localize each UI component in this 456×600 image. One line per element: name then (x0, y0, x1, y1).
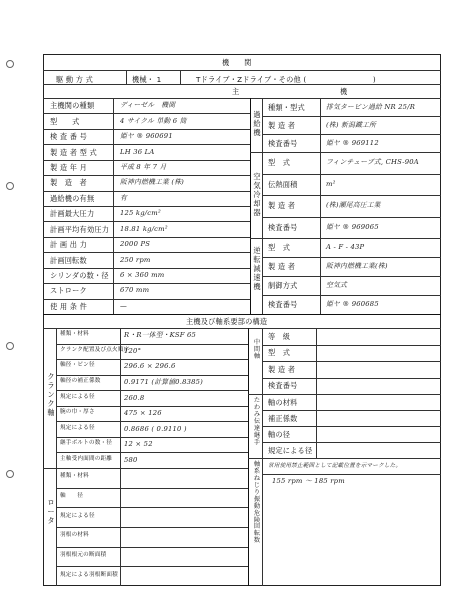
main-row-divider (43, 160, 250, 161)
main-row-divider (43, 191, 250, 192)
main-row-label: 計画最大圧力 (50, 209, 95, 219)
main-row-label: 主機関の種類 (50, 101, 95, 111)
main-row-value: 2000 PS (120, 240, 151, 249)
section-title: 機 関 (222, 58, 252, 67)
intermediate-row-label: 製 造 者 (268, 364, 296, 374)
cooler-row-divider (262, 217, 441, 218)
cooler-row-divider (262, 174, 441, 175)
main-row-divider (43, 175, 250, 176)
rotor-row-label: 羽根の材料 (60, 532, 89, 539)
crank-row-divider (56, 421, 248, 422)
main-row-label: 製 造 年 月 (50, 162, 88, 172)
crank-row-value: 12 × 52 (124, 440, 153, 449)
main-row-divider (43, 299, 250, 300)
crank-row-label: 規定による径 (60, 424, 95, 431)
crank-row-divider (56, 437, 248, 438)
turbo-row-value: 排気タービン過給 NR 25/R (326, 102, 416, 111)
intermediate-side-label: 中間軸 (253, 339, 261, 360)
turbo-row-divider (262, 116, 441, 117)
cooler-row-divider (262, 195, 441, 196)
main-row-divider (43, 113, 250, 114)
reduction-row-label: 検査番号 (268, 300, 298, 309)
drive-label: 駆 動 方 式 (56, 75, 94, 84)
turbo-row-value: (株) 新潟鐵工所 (326, 120, 377, 129)
cooler-row-label: 型 式 (268, 158, 291, 168)
intermediate-row-divider (262, 345, 441, 346)
coupling-row-divider (262, 442, 441, 443)
turbo-row-label: 製 造 者 (268, 120, 296, 130)
danger-note: 常用使用禁止範囲として記載位置を示マークした。 (268, 463, 402, 469)
crank-row-label: 規定による径 (60, 393, 95, 400)
intermediate-row-divider (262, 378, 441, 379)
intermediate-row-divider (262, 361, 441, 362)
crank-row-label: 軸径・ピン径 (60, 362, 95, 369)
turbo-row-label: 検査番号 (268, 138, 298, 148)
main-row-value: 6 × 360 mm (120, 270, 165, 279)
structure-title: 主機及び軸系要部の構造 (186, 317, 268, 326)
main-row-label: 製 造 者 型 式 (50, 147, 97, 157)
intermediate-row-label: 型 式 (268, 348, 291, 358)
reduction-row-label: 制御方式 (268, 281, 298, 290)
main-row-divider (43, 237, 250, 238)
reduction-row-label: 型 式 (268, 243, 291, 252)
main-group-title: 主 (232, 87, 240, 96)
reduction-row-value: 空気式 (326, 281, 347, 289)
crank-row-value: 120° (124, 346, 142, 355)
punch-hole (6, 470, 14, 478)
reduction-row-divider (262, 276, 441, 277)
main-row-value: 250 rpm (120, 255, 151, 264)
main-row-label: ストローク (50, 286, 87, 296)
main-group-title-right: 機 (340, 87, 348, 96)
coupling-side-label: たわみ伝達継手 (253, 397, 261, 446)
punch-hole (6, 342, 14, 350)
main-row-value: 阪神内燃機工業 (株) (120, 178, 185, 187)
main-row-divider (43, 129, 250, 130)
turbo-row-divider (262, 134, 441, 135)
reduction-row-label: 製 造 者 (268, 262, 296, 271)
rotor-row-divider (56, 488, 248, 489)
coupling-row-label: 補正係数 (268, 413, 298, 423)
main-row-label: 過給機の有無 (50, 193, 95, 203)
reduction-side-label: 逆転減速機 (253, 246, 261, 291)
rotor-row-divider (56, 547, 248, 548)
main-row-value: 670 mm (120, 286, 150, 295)
reduction-row-divider (262, 295, 441, 296)
crank-row-divider (56, 452, 248, 453)
reduction-row-value: 姫ヤ ® 960685 (326, 300, 379, 308)
main-row-label: シリンダの数・径 (50, 270, 109, 280)
cooler-row-value: 姫ヤ ® 969065 (326, 222, 379, 231)
punch-hole (6, 60, 14, 68)
main-row-value: — (120, 301, 127, 310)
coupling-row-divider (262, 410, 441, 411)
coupling-row-label: 軸の径 (268, 429, 291, 439)
crank-row-label: 腕の巾・厚さ (60, 409, 95, 416)
crank-row-divider (56, 375, 248, 376)
crank-row-divider (56, 390, 248, 391)
main-row-label: 型 式 (50, 116, 80, 126)
main-row-label: 計 画 出 力 (50, 240, 88, 250)
intermediate-row-label: 検査番号 (268, 381, 298, 391)
main-row-divider (43, 144, 250, 145)
main-row-value: 125 kg/cm² (120, 209, 161, 218)
main-row-value: 姫ヤ ® 960691 (120, 132, 173, 141)
crank-row-label: 軸径の補正係数 (60, 377, 101, 384)
main-row-label: 使 用 条 件 (50, 301, 88, 311)
crank-row-value: 260.8 (124, 393, 145, 402)
crank-row-divider (56, 359, 248, 360)
turbo-row-label: 種類・型式 (268, 102, 305, 112)
cooler-row-value: (株)瀬尾高圧工業 (326, 201, 381, 210)
rotor-row-label: 軸 径 (60, 493, 84, 499)
main-row-label: 製 造 者 (50, 178, 87, 188)
crank-side-label: クランク軸 (47, 372, 55, 417)
rotor-row-label: 羽根根元の断面積 (60, 552, 107, 558)
main-row-label: 計画平均有効圧力 (50, 224, 110, 234)
main-row-label: 検 査 番 号 (50, 132, 88, 142)
cooler-row-value: フィンチューブ式, CHS-90A (326, 158, 419, 167)
rotor-row-divider (56, 527, 248, 528)
crank-row-value: 580 (124, 455, 138, 464)
main-row-divider (43, 283, 250, 284)
rotor-row-label: 種類・材料 (60, 473, 89, 480)
reduction-row-value: 阪神内燃機工業(株) (326, 262, 388, 270)
danger-side-label: 軸系ねじり振動危険回転数 (253, 461, 261, 545)
main-row-value: 4 サイクル 単動 6 筒 (120, 116, 187, 125)
crank-row-value: 475 × 126 (124, 409, 162, 418)
turbo-row-value: 姫ヤ ® 969112 (326, 138, 379, 147)
cooler-row-label: 検査番号 (268, 222, 298, 232)
intermediate-row-label: 等 級 (268, 331, 291, 341)
crank-row-value: 0.8686 ( 0.9110 ) (124, 424, 187, 433)
rotor-row-divider (56, 566, 248, 567)
rotor-row-divider (56, 507, 248, 508)
rotor-row-label: 規定による径 (60, 512, 95, 519)
coupling-row-label: 軸の材料 (268, 397, 298, 407)
crank-row-label: 主軸受内面間の距離 (60, 455, 113, 462)
cooler-row-value: m² (326, 179, 336, 188)
crank-row-divider (56, 344, 248, 345)
drive-value: 機械・ 1 (132, 75, 162, 84)
main-row-label: 計画回転数 (50, 255, 87, 265)
cooler-row-label: 製 造 者 (268, 201, 296, 211)
punch-hole (6, 182, 14, 190)
crank-row-label: クランク配置及び点火順序 (60, 346, 130, 353)
rotor-side-label: ロータ (47, 498, 55, 525)
danger-range: 155 rpm ～ 185 rpm (272, 477, 345, 485)
main-row-value: 有 (120, 193, 127, 202)
main-row-divider (43, 221, 250, 222)
crank-row-label: 種類・材料 (60, 331, 89, 338)
crank-row-label: 継手ボルトの数・径 (60, 440, 113, 447)
reduction-row-divider (262, 257, 441, 258)
main-row-divider (43, 252, 250, 253)
main-row-divider (43, 268, 250, 269)
crank-row-value: R・R一体型・KSF 65 (124, 331, 197, 340)
cooler-side-label: 空気冷却器 (253, 172, 261, 217)
main-row-value: 平成 8 年 7 月 (120, 162, 167, 171)
drive-options: Tドライブ・Zドライブ・その他 ( ) (196, 75, 376, 84)
rotor-row-label: 規定による羽根断面積 (60, 571, 118, 578)
coupling-row-divider (262, 426, 441, 427)
crank-row-divider (56, 406, 248, 407)
coupling-row-label: 規定による径 (268, 445, 313, 455)
turbo-side-label: 過給機 (253, 110, 261, 137)
main-row-divider (43, 206, 250, 207)
main-row-value: 18.81 kg/cm² (120, 224, 168, 233)
main-row-value: LH 36 LA (120, 147, 155, 156)
cooler-row-label: 伝熱面積 (268, 179, 298, 189)
main-row-value: ディーゼル 機関 (120, 101, 176, 110)
reduction-row-value: A - F - 43P (326, 243, 365, 251)
crank-row-value: 296.6 × 296.6 (124, 362, 176, 371)
crank-row-value: 0.9171 (計算値0.8385) (124, 377, 204, 386)
